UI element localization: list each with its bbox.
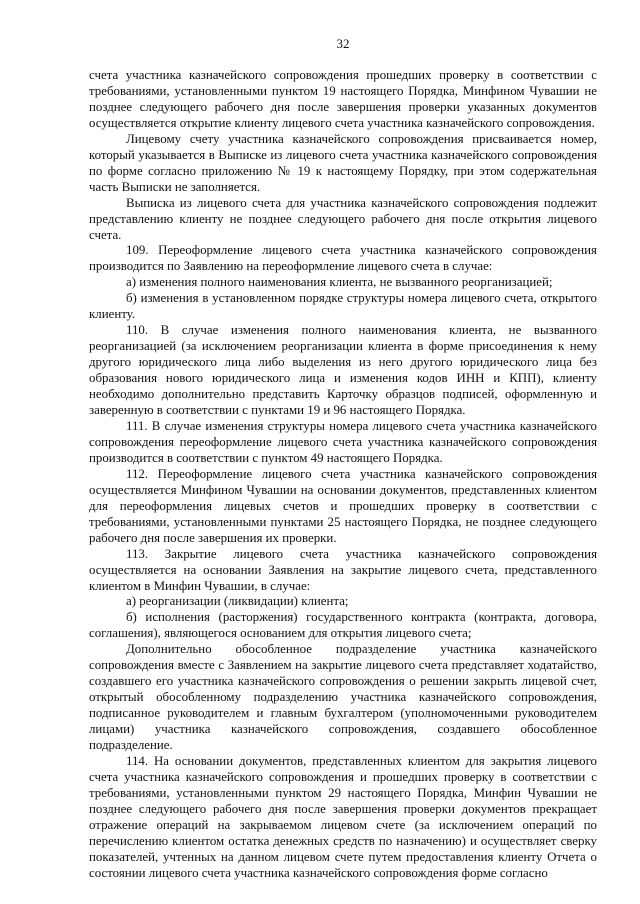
paragraph-branch-request: Дополнительно обособленное подразделение участника казначейского сопровождения вместе с Заявлением на закрытие лицевого счета представляет ходатайство, создавшего его участника казначейского сопровождения о решении закрыть лицевой счет, открытый обособленному подразделению участника казначейского сопровождения, подписанное руководителем и главным бухгалтером (уполномоченными руководителем лицами) участника казначейского сопровождения, создавшего обособленное подразделение. <box>89 642 597 753</box>
paragraph-109-b: б) изменения в установленном порядке структуры номера лицевого счета, открытого клиенту. <box>89 291 597 322</box>
paragraph-113-b: б) исполнения (расторжения) государственного контракта (контракта, договора, соглашения), являющегося основанием для открытия лицевого счета; <box>89 610 597 641</box>
paragraph-110: 110. В случае изменения полного наименования клиента, не вызванного реорганизацией (за исключением реорганизации клиента в форме присоединения к нему другого юридического лица либо выделения из него другого юридического лица без образования нового юридического лица и изменения кодов ИНН и КПП), клиенту необходимо дополнительно представить Карточку образцов подписей, оформленную и заверенную в соответствии с пунктами 19 и 96 настоящего Порядка. <box>89 323 597 418</box>
paragraph-account-number: Лицевому счету участника казначейского сопровождения присваивается номер, который указывается в Выписке из лицевого счета участника казначейского сопровождения по форме согласно приложению № 19 к настоящему Порядку, при этом содержательная часть Выписки не заполняется. <box>89 131 597 194</box>
paragraph-109: 109. Переоформление лицевого счета участника казначейского сопровождения производится по Заявлению на переоформление лицевого счета в случае: <box>89 243 597 274</box>
paragraph-114: 114. На основании документов, представленных клиентом для закрытия лицевого счета участника казначейского сопровождения и прошедших проверку в соответствии с требованиями, установленными пунктом 29 настоящего Порядка, Минфин Чувашии не позднее следующего рабочего дня после завершения проверки документов прекращает отражение операций на закрываемом лицевом счете (за исключением операций по перечислению клиентом остатка денежных средств по назначению) и осуществляет сверку показателей, учтенных на данном лицевом счете путем предоставления клиенту Отчета о состоянии лицевого счета участника казначейского сопровождения форме согласно <box>89 753 597 880</box>
paragraph-statement: Выписка из лицевого счета для участника казначейского сопровождения подлежит представлению клиенту не позднее следующего рабочего дня после открытия лицевого счета. <box>89 195 597 242</box>
document-body <box>89 68 597 882</box>
paragraph-113-a: а) реорганизации (ликвидации) клиента; <box>126 594 349 609</box>
paragraph-109-a: а) изменения полного наименования клиента, не вызванного реорганизацией; <box>126 275 553 290</box>
page-number: 32 <box>336 36 350 51</box>
paragraph-111: 111. В случае изменения структуры номера лицевого счета участника казначейского сопровождения переоформление лицевого счета участника казначейского сопровождения производится в соответствии с пунктом 49 настоящего Порядка. <box>89 418 597 465</box>
paragraph-113: 113. Закрытие лицевого счета участника казначейского сопровождения осуществляется на основании Заявления на закрытие лицевого счета, представленного клиентом в Минфин Чувашии, в случае: <box>89 546 597 593</box>
paragraph-112: 112. Переоформление лицевого счета участника казначейского сопровождения осуществляется Минфином Чувашии на основании документов, представленных клиентом для переоформления лицевых счетов и прошедших проверку в соответствии с требованиями, установленными пунктами 25 настоящего Порядка, не позднее следующего рабочего дня после завершения их проверки. <box>89 466 597 545</box>
paragraph-continuation: счета участника казначейского сопровождения прошедших проверку в соответствии с требованиями, установленными пунктом 19 настоящего Порядка, Минфином Чувашии не позднее следующего рабочего дня после завершения проверки указанных документов осуществляется открытие клиенту лицевого счета участника казначейского сопровождения. <box>89 68 597 130</box>
